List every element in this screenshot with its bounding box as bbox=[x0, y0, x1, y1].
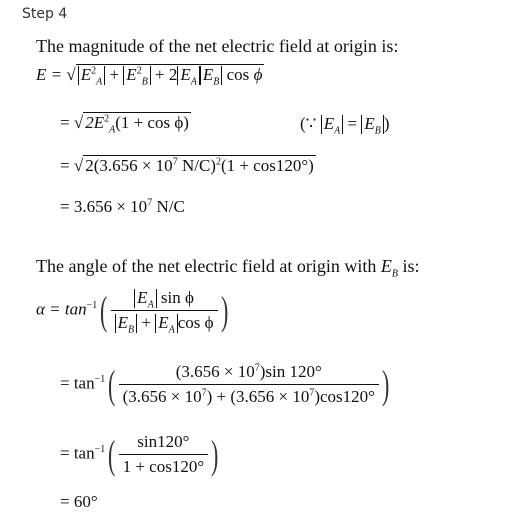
sqrt-sign: √ $E^2_A + E^2_B + 2$ $E_A$ $E_B$ cos ϕ bbox=[66, 65, 263, 88]
equation-angle-result: = 60° bbox=[60, 492, 98, 511]
eq6-inv: −1 bbox=[94, 373, 106, 385]
eq5-num-rest: sin ϕ bbox=[160, 288, 194, 307]
eq5-den-eb-sub: B bbox=[127, 324, 135, 336]
angle-heading-var: E bbox=[380, 256, 392, 276]
eq6-den2-exp: 7 bbox=[309, 387, 315, 399]
angle-heading-end: is: bbox=[402, 256, 420, 276]
eq4-exp: 7 bbox=[147, 197, 153, 209]
eq1-phi: ϕ bbox=[253, 65, 263, 84]
eq4-eq: = 3.656 × 10 bbox=[60, 197, 148, 216]
eq5-den-ea: E bbox=[158, 313, 169, 332]
eq5-num-ea: E bbox=[137, 288, 148, 307]
eq7-paren-open: ( bbox=[108, 431, 116, 477]
eq3-eq: = bbox=[60, 156, 70, 175]
eq7-lhs: = tan bbox=[60, 443, 95, 463]
eq1-lhs: E = bbox=[36, 65, 63, 84]
eq5-denominator bbox=[111, 310, 218, 336]
eq6-paren-close: ) bbox=[381, 361, 390, 407]
eq4-unit: N/C bbox=[152, 197, 185, 216]
eq1-ea2-sub: A bbox=[96, 76, 103, 88]
because-close: ) bbox=[383, 114, 390, 133]
eq5-den-ea-sub: A bbox=[168, 324, 175, 336]
because-eb: E bbox=[364, 114, 375, 133]
eq2-sup: 2 bbox=[104, 113, 110, 125]
equation-angle-simplified bbox=[60, 432, 221, 477]
angle-heading-text: The angle of the net electric field at origin with bbox=[36, 256, 377, 276]
because-condition bbox=[300, 114, 390, 137]
eq3-unit: N/C) bbox=[177, 156, 216, 175]
sqrt-sign-3: √ $2(3.656 \times 10^7$ N/C)$^2$(1 + cos120°) bbox=[73, 156, 314, 175]
because-eq: = bbox=[347, 114, 358, 133]
eq5-paren-close: ) bbox=[220, 287, 228, 333]
magnitude-heading: The magnitude of the net electric field at origin is: bbox=[36, 36, 399, 56]
eq7-paren-close: ) bbox=[211, 431, 219, 477]
eq7-fraction bbox=[119, 432, 209, 477]
eq5-num-ea-sub: A bbox=[147, 299, 154, 311]
eq3-sq: 2 bbox=[215, 156, 221, 168]
equation-magnitude-substituted bbox=[60, 155, 316, 176]
eq5-inv: −1 bbox=[86, 299, 98, 311]
eq1-eb2-sub: B bbox=[141, 76, 148, 88]
eq5-den-plus: + bbox=[141, 313, 151, 332]
eq5-paren-open: ( bbox=[100, 287, 108, 333]
eq6-den1: (3.656 × 10 bbox=[122, 387, 202, 406]
eq1-ea2-sup: 2 bbox=[91, 65, 97, 77]
eq7-denominator: 1 + cos120° bbox=[119, 454, 209, 477]
eq5-fraction bbox=[111, 288, 218, 336]
eq1-eb: E bbox=[202, 65, 214, 84]
because-eb-sub: B bbox=[374, 125, 381, 137]
because-open: (∵ bbox=[300, 114, 317, 133]
because-ea-sub: A bbox=[334, 125, 341, 137]
eq6-den-rest: )cos120° bbox=[314, 387, 375, 406]
eq5-lhs: α = tan bbox=[36, 299, 87, 319]
equation-magnitude-result bbox=[60, 197, 185, 217]
eq3-exp: 7 bbox=[172, 156, 178, 168]
eq6-num: (3.656 × 10 bbox=[175, 362, 255, 381]
eq1-plus2: + 2 bbox=[155, 65, 178, 84]
eq2-eq: = bbox=[60, 113, 70, 132]
equation-magnitude-simplified bbox=[60, 112, 191, 136]
step-label: Step 4 bbox=[22, 6, 68, 22]
eq6-numerator bbox=[172, 362, 326, 384]
eq3-body: 2(3.656 × 10 bbox=[85, 156, 173, 175]
eq1-ea2: E bbox=[80, 65, 92, 84]
eq3-rest: (1 + cos120°) bbox=[220, 156, 314, 175]
eq1-ea: E bbox=[180, 65, 191, 84]
eq6-lhs: = tan bbox=[60, 373, 95, 393]
eq2-rest: (1 + cos ϕ) bbox=[115, 113, 189, 132]
eq2-body: 2E bbox=[85, 113, 105, 132]
eq7-inv: −1 bbox=[94, 443, 106, 455]
angle-heading bbox=[36, 256, 420, 280]
eq6-num-rest: )sin 120° bbox=[259, 362, 322, 381]
eq1-eb-sub: B bbox=[213, 76, 220, 88]
eq6-num-exp: 7 bbox=[254, 362, 260, 374]
sqrt-sign-2: √ $2E^2_A(1 + \cos \phi)$ bbox=[73, 113, 189, 136]
eq5-den-eb: E bbox=[117, 313, 128, 332]
eq2-sub: A bbox=[109, 124, 116, 136]
angle-heading-sub: B bbox=[391, 268, 398, 280]
equation-angle-general bbox=[36, 287, 231, 336]
because-ea: E bbox=[323, 114, 335, 133]
equation-angle-substituted bbox=[60, 362, 392, 407]
eq6-den1-exp: 7 bbox=[201, 387, 207, 399]
eq1-eb2: E bbox=[126, 65, 137, 84]
eq6-paren-open: ( bbox=[108, 361, 116, 407]
equation-magnitude-general bbox=[36, 64, 264, 88]
eq1-cos: cos bbox=[226, 65, 250, 84]
eq6-fraction bbox=[119, 362, 379, 407]
eq7-numerator: sin120° bbox=[137, 432, 190, 451]
eq5-den-rest: cos ϕ bbox=[177, 313, 214, 332]
eq5-numerator bbox=[130, 288, 198, 310]
eq1-ea-sub: A bbox=[190, 76, 197, 88]
eq1-plus1: + bbox=[109, 65, 120, 84]
eq6-denominator bbox=[119, 384, 379, 407]
eq1-eb2-sup: 2 bbox=[136, 65, 142, 77]
eq6-den-mid: ) + (3.656 × 10 bbox=[206, 387, 310, 406]
